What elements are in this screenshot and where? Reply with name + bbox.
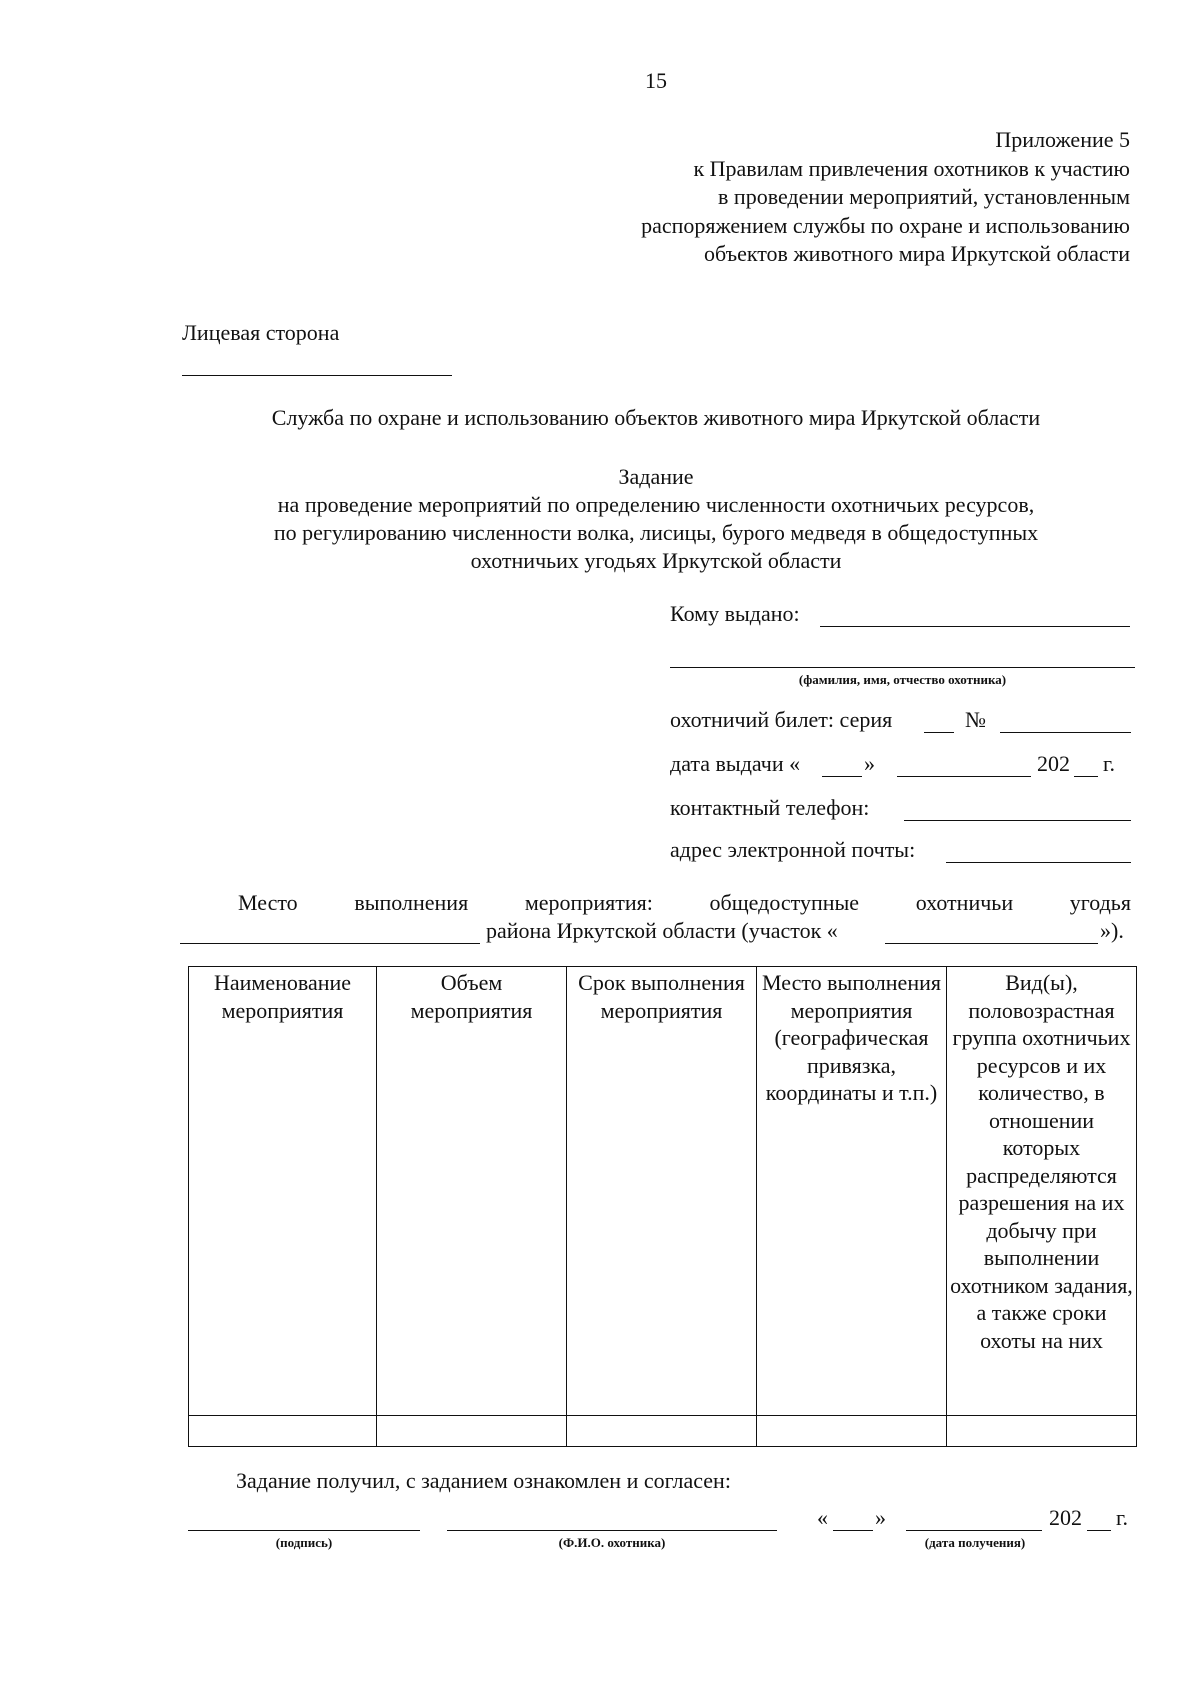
place-word: общедоступные: [709, 890, 860, 915]
receive-year-label: 202: [1049, 1505, 1082, 1530]
column-header: Наименование мероприятия: [189, 967, 377, 1416]
signature-field[interactable]: [188, 1530, 420, 1531]
place-word: Место: [238, 890, 298, 915]
appendix-line: распоряжением службы по охране и использованию: [641, 212, 1130, 238]
issued-to-field[interactable]: [820, 626, 1130, 627]
ticket-no-label: №: [965, 707, 986, 732]
table-cell[interactable]: [757, 1416, 947, 1447]
receive-date-caption: (дата получения): [924, 1535, 1026, 1550]
ticket-number-field[interactable]: [1000, 732, 1131, 733]
email-field[interactable]: [946, 862, 1131, 863]
fio-field[interactable]: [670, 667, 1135, 668]
district-text-end: »).: [1100, 918, 1124, 943]
district-field[interactable]: [180, 943, 480, 944]
email-label: адрес электронной почты:: [670, 837, 916, 862]
appendix-line: в проведении мероприятий, установленным: [718, 184, 1130, 209]
column-header: Место выполнения мероприятия (географическая привязка, координаты и т.п.): [757, 967, 947, 1416]
ticket-series-field[interactable]: [924, 732, 954, 733]
issue-day-field[interactable]: [822, 776, 862, 777]
column-header: Вид(ы), половозрастная группа охотничьих ресурсов и их количество, в отношении которых распределяются разрешения на их добычу при выполнении охотником задания, а также сроки охоты на них: [947, 967, 1137, 1416]
receive-month-field[interactable]: [906, 1530, 1042, 1531]
receive-date-close: »: [875, 1505, 886, 1530]
table-cell[interactable]: [377, 1416, 567, 1447]
receive-day-field[interactable]: [833, 1530, 873, 1531]
received-text: Задание получил, с заданием ознакомлен и согласен:: [236, 1468, 731, 1493]
place-word: выполнения: [354, 890, 469, 915]
appendix-line: к Правилам привлечения охотников к участию: [693, 155, 1130, 181]
place-word: угодья: [1069, 890, 1131, 915]
appendix-title: Приложение 5: [995, 127, 1130, 152]
task-table: [188, 966, 1137, 1447]
table-row: [189, 1416, 1137, 1447]
issue-year-field[interactable]: [1074, 776, 1098, 777]
phone-label: контактный телефон:: [670, 795, 870, 820]
issue-year-label: 202: [1037, 751, 1070, 776]
column-header: Объем мероприятия: [377, 967, 567, 1416]
table-cell[interactable]: [947, 1416, 1137, 1447]
column-header: Срок выполнения мероприятия: [567, 967, 757, 1416]
signature-caption: (подпись): [275, 1535, 333, 1550]
fio-caption: (фамилия, имя, отчество охотника): [798, 672, 1007, 687]
appendix-line: объектов животного мира Иркутской области: [704, 241, 1130, 266]
issue-date-close: »: [864, 751, 875, 776]
receive-year-suffix: г.: [1116, 1505, 1129, 1530]
table-cell[interactable]: [567, 1416, 757, 1447]
issued-to-label: Кому выдано:: [670, 601, 800, 626]
phone-field[interactable]: [904, 820, 1131, 821]
ticket-label: охотничий билет: серия: [670, 707, 893, 732]
agency-name: Служба по охране и использованию объектов животного мира Иркутской области: [271, 405, 1041, 430]
task-title: Задание: [618, 464, 694, 489]
task-line: по регулированию численности волка, лисицы, бурого медведя в общедоступных: [273, 520, 1039, 545]
issue-month-field[interactable]: [897, 776, 1031, 777]
place-word: охотничьи: [915, 890, 1014, 915]
issue-date-label: дата выдачи «: [670, 751, 801, 776]
task-line: охотничьих угодьях Иркутской области: [470, 548, 842, 573]
receive-date-open: «: [817, 1505, 828, 1530]
issue-year-suffix: г.: [1103, 751, 1116, 776]
table-cell[interactable]: [189, 1416, 377, 1447]
receive-year-field[interactable]: [1087, 1530, 1111, 1531]
side-label-underline: [182, 375, 452, 376]
task-line: на проведение мероприятий по определению численности охотничьих ресурсов,: [277, 492, 1035, 517]
page-number: 15: [645, 68, 667, 93]
place-word: мероприятия:: [524, 890, 653, 915]
appendix-block: [430, 126, 1130, 269]
plot-field[interactable]: [885, 943, 1098, 944]
hunter-fio-caption: (Ф.И.О. охотника): [558, 1535, 666, 1550]
place-line: [238, 889, 1131, 917]
task-block: [0, 463, 1200, 575]
district-text: района Иркутской области (участок «: [486, 918, 838, 943]
hunter-fio-field[interactable]: [447, 1530, 777, 1531]
side-label: Лицевая сторона: [182, 320, 340, 345]
